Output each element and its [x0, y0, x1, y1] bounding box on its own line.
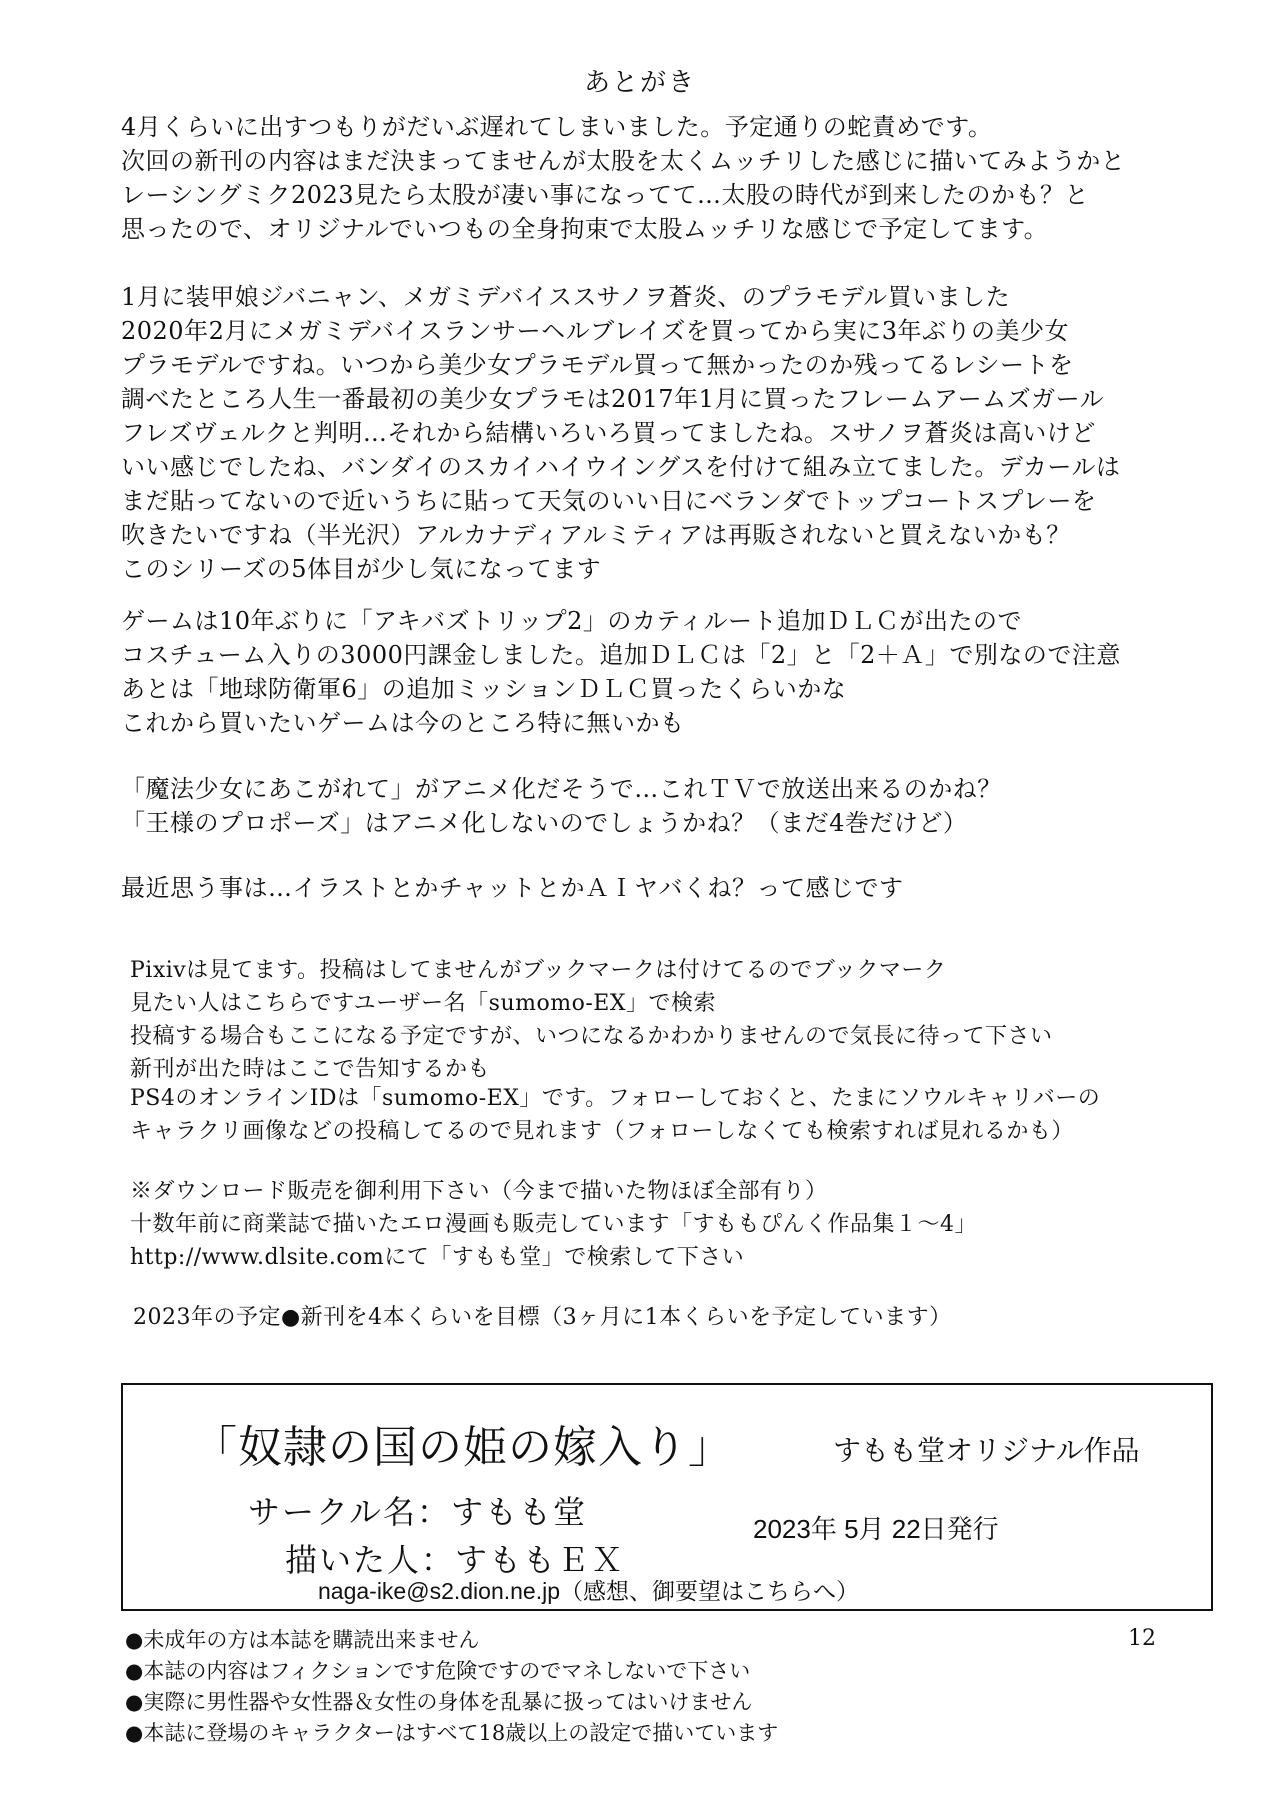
text-line: 2020年2月にメガミデバイスランサーヘルブレイズを買ってから実に3年ぶりの美少女: [121, 317, 1070, 345]
paragraph-games: [121, 604, 1221, 740]
paragraph-pixiv: [130, 954, 1230, 1086]
notices-list: [125, 1625, 778, 1749]
paragraph-download-sales: [130, 1175, 1230, 1274]
page-title: あとがき: [583, 68, 696, 98]
text-line: 次回の新刊の内容はまだ決まってませんが太股を太くムッチリした感じに描いてみようかと: [121, 147, 1126, 175]
text-line: ゲームは10年ぶりに「アキバズトリップ2」のカティルート追加ＤＬＣが出たので: [121, 607, 1022, 635]
page-number: 12: [1128, 1626, 1156, 1651]
text-line: このシリーズの5体目が少し気になってます: [121, 555, 602, 583]
text-line: Pixivは見てます。投稿はしてませんがブックマークは付けてるのでブックマーク: [130, 958, 947, 983]
text-line: 投稿する場合もここになる予定ですが、いつになるかわかりませんので気長に待って下さい: [130, 1024, 1053, 1049]
contact-email: naga-ike@s2.dion.ne.jp（感想、御要望はこちらへ）: [318, 1578, 860, 1604]
text-line: 思ったので、オリジナルでいつもの全身拘束で太股ムッチリな感じで予定してます。: [121, 215, 1049, 243]
text-line: プラモデルですね。いつから美少女プラモデル買って無かったのか残ってるレシートを: [121, 351, 1074, 379]
paragraph-plastic-models: [121, 280, 1221, 586]
paragraph-schedule: [133, 1301, 1233, 1334]
work-title: 「奴隷の国の姫の嫁入り」: [193, 1422, 733, 1473]
colophon-box: [121, 1383, 1213, 1611]
text-line: PS4のオンラインIDは「sumomo-EX」です。フォローしておくと、たまにソウルキャリバーの: [130, 1086, 1101, 1111]
text-line: 2023年の予定●新刊を4本くらいを目標（3ヶ月に1本くらいを予定しています）: [133, 1305, 952, 1330]
text-line: これから買いたいゲームは今のところ特に無いかも: [121, 709, 685, 737]
paragraph-new-release: [121, 110, 1221, 246]
notice-item: ●本誌に登場のキャラクターはすべて18歳以上の設定で描いています: [125, 1721, 779, 1745]
paragraph-ai: [121, 871, 1221, 905]
issue-date: 2023年 5月 22日発行: [753, 1514, 999, 1544]
notice-item: ●実際に男性器や女性器＆女性の身体を乱暴に扱ってはいけません: [125, 1690, 753, 1714]
text-line: 「王様のプロポーズ」はアニメ化しないのでしょうかね？（まだ4巻だけど）: [121, 809, 968, 837]
text-line: コスチューム入りの3000円課金しました。追加ＤＬＣは「2」と「2＋Ａ」で別なので注意: [121, 641, 1121, 669]
text-line: ※ダウンロード販売を御利用下さい（今まで描いた物ほぼ全部有り）: [130, 1179, 828, 1204]
text-line: いい感じでしたね、バンダイのスカイハイウイングスを付けて組み立てました。デカールは: [121, 453, 1121, 481]
text-line: レーシングミク2023見たら太股が凄い事になってて…太股の時代が到来したのかも？と: [121, 181, 1090, 209]
text-line: 見たい人はこちらですユーザー名「sumomo-EX」で検索: [130, 991, 717, 1016]
text-line: 十数年前に商業誌で描いたエロ漫画も販売しています「すももぴんく作品集１～4」: [130, 1212, 977, 1237]
paragraph-anime: [121, 772, 1221, 840]
text-line: 「魔法少女にあこがれて」がアニメ化だそうで…これＴＶで放送出来るのかね？: [121, 775, 1002, 803]
text-line: キャラクリ画像などの投稿してるので見れます（フォローしなくても検索すれば見れるかも）: [130, 1119, 1074, 1144]
work-subtitle: すもも堂オリジナル作品: [833, 1434, 1140, 1467]
text-line: 1月に装甲娘ジバニャン、メガミデバイススサノヲ蒼炎、のプラモデル買いました: [121, 283, 1011, 311]
text-line: まだ貼ってないので近いうちに貼って天気のいい日にベランダでトップコートスプレーを: [121, 487, 1097, 515]
circle-name: サークル名：すもも堂: [248, 1493, 588, 1531]
text-line: 調べたところ人生一番最初の美少女プラモは2017年1月に買ったフレームアームズガール: [121, 385, 1105, 413]
text-line: http://www.dlsite.comにて「すもも堂」で検索して下さい: [130, 1245, 745, 1270]
notice-item: ●未成年の方は本誌を購読出来ません: [125, 1628, 480, 1652]
author-name: 描いた人：すももＥＸ: [285, 1541, 626, 1579]
text-line: 最近思う事は…イラストとかチャットとかＡＩヤバくね？って感じです: [121, 874, 904, 902]
text-line: 4月くらいに出すつもりがだいぶ遅れてしまいました。予定通りの蛇責めです。: [121, 113, 993, 141]
text-line: あとは「地球防衛軍6」の追加ミッションＤＬＣ買ったくらいかな: [121, 675, 847, 703]
paragraph-ps4: [130, 1082, 1230, 1148]
text-line: 新刊が出た時はここで告知するかも: [130, 1057, 491, 1082]
notice-item: ●本誌の内容はフィクションです危険ですのでマネしないで下さい: [125, 1659, 751, 1683]
text-line: 吹きたいですね（半光沢）アルカナディアルミティアは再販されないと買えないかも？: [121, 521, 1071, 549]
text-line: フレズヴェルクと判明…それから結構いろいろ買ってましたね。スサノヲ蒼炎は高いけど: [121, 419, 1096, 447]
